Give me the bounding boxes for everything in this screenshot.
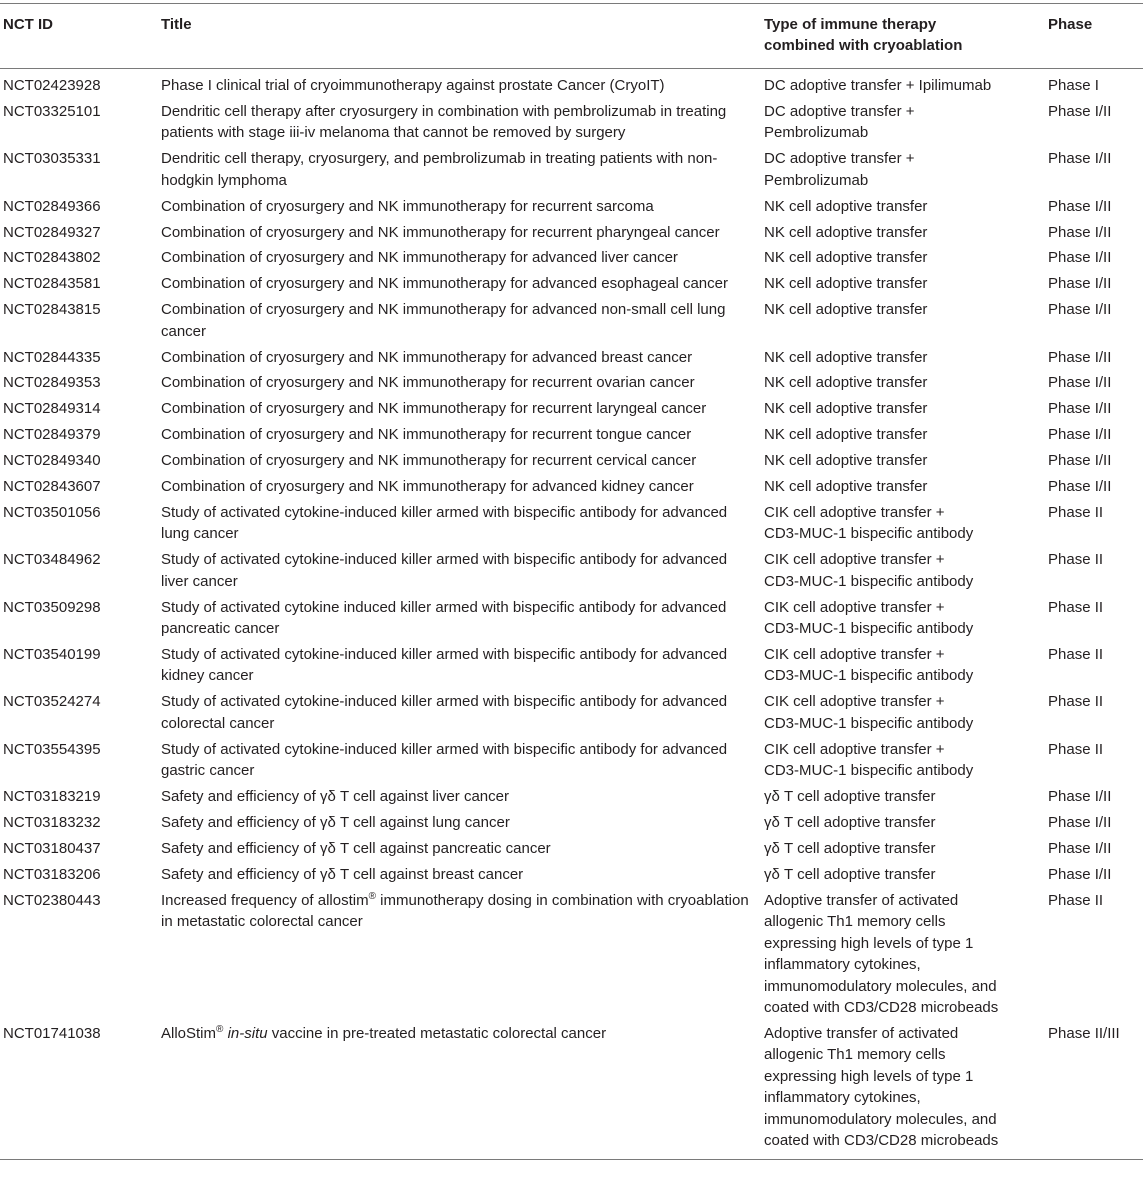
- phase-cell: Phase II: [1048, 551, 1104, 569]
- phase-cell: Phase II: [1048, 598, 1104, 616]
- title-cell: Increased frequency of allostim® immunotherapy dosing in combination with cryoablation in metastatic colorectal cancer: [161, 890, 749, 930]
- phase-cell: Phase I/II: [1048, 150, 1112, 168]
- therapy-type-cell: γδ T cell adoptive transfer: [764, 813, 936, 831]
- therapy-type-cell: Adoptive transfer of activated allogenic Th1 memory cells expressing high levels of type 1 inflammatory cytokines, immunomodulatory molecules, and coated with CD3/CD28 microbeads: [764, 1024, 999, 1150]
- phase-cell: Phase I/II: [1048, 788, 1112, 805]
- header-therapy-type: Type of immune therapy combined with cryoablation: [764, 16, 963, 54]
- therapy-type-cell: NK cell adoptive transfer: [764, 249, 928, 267]
- therapy-type-cell: γδ T cell adoptive transfer: [764, 865, 936, 883]
- title-cell: Combination of cryosurgery and NK immunotherapy for advanced esophageal cancer: [161, 275, 728, 293]
- therapy-type-cell: CIK cell adoptive transfer + CD3-MUC-1 bispecific antibody: [764, 740, 974, 780]
- phase-cell: Phase II/III: [1048, 1024, 1120, 1042]
- phase-cell: Phase I/II: [1048, 197, 1112, 215]
- therapy-type-cell: NK cell adoptive transfer: [764, 374, 928, 392]
- nct-id-cell: NCT03509298: [3, 598, 101, 616]
- nct-id-cell: NCT02423928: [3, 77, 101, 94]
- table-row: [0, 861, 1143, 887]
- therapy-type-cell: CIK cell adoptive transfer + CD3-MUC-1 bispecific antibody: [764, 551, 974, 590]
- phase-cell: Phase I/II: [1048, 374, 1112, 392]
- title-cell: Study of activated cytokine-induced killer armed with bispecific antibody for advanced liver cancer: [161, 551, 728, 590]
- therapy-type-cell: CIK cell adoptive transfer + CD3-MUC-1 bispecific antibody: [764, 503, 974, 543]
- nct-id-cell: NCT03484962: [3, 551, 101, 569]
- phase-cell: Phase II: [1048, 645, 1104, 663]
- therapy-type-cell: NK cell adoptive transfer: [764, 223, 928, 241]
- phase-cell: Phase I/II: [1048, 249, 1112, 267]
- therapy-type-cell: CIK cell adoptive transfer + CD3-MUC-1 bispecific antibody: [764, 645, 974, 685]
- title-cell: Combination of cryosurgery and NK immunotherapy for recurrent laryngeal cancer: [161, 400, 707, 418]
- title-cell: AlloStim® in-situ vaccine in pre-treated metastatic colorectal cancer: [161, 1023, 607, 1042]
- table-row: [0, 736, 1143, 783]
- nct-id-cell: NCT01741038: [3, 1024, 101, 1042]
- nct-id-cell: NCT02849353: [3, 374, 101, 392]
- nct-id-cell: NCT02843581: [3, 275, 101, 293]
- title-cell: Safety and efficiency of γδ T cell against lung cancer: [161, 813, 510, 831]
- phase-cell: Phase II: [1048, 740, 1104, 758]
- nct-id-cell: NCT03325101: [3, 102, 101, 120]
- header-nct-id: NCT ID: [3, 16, 53, 33]
- therapy-type-cell: DC adoptive transfer + Ipilimumab: [764, 77, 992, 94]
- table-row: [0, 500, 1143, 547]
- nct-id-cell: NCT02844335: [3, 348, 101, 366]
- title-cell: Study of activated cytokine-induced killer armed with bispecific antibody for advanced colorectal cancer: [161, 693, 728, 732]
- title-cell: Combination of cryosurgery and NK immunotherapy for recurrent tongue cancer: [161, 426, 692, 444]
- title-cell: Dendritic cell therapy, cryosurgery, and pembrolizumab in treating patients with non-hodgkin lymphoma: [161, 150, 718, 189]
- title-cell: Combination of cryosurgery and NK immunotherapy for advanced breast cancer: [161, 348, 693, 366]
- table-row: [0, 474, 1143, 500]
- nct-id-cell: NCT02380443: [3, 891, 101, 909]
- table-row: [0, 642, 1143, 689]
- therapy-type-cell: Adoptive transfer of activated allogenic Th1 memory cells expressing high levels of type 1 inflammatory cytokines, immunomodulatory molecules, and coated with CD3/CD28 microbeads: [764, 891, 999, 1016]
- title-cell: Safety and efficiency of γδ T cell against pancreatic cancer: [161, 839, 551, 857]
- table-row: [0, 887, 1143, 1020]
- phase-cell: Phase I/II: [1048, 477, 1112, 495]
- header-phase: Phase: [1048, 16, 1093, 33]
- header-title: Title: [161, 16, 192, 33]
- nct-id-cell: NCT02843802: [3, 249, 101, 267]
- therapy-type-cell: DC adoptive transfer + Pembrolizumab: [764, 102, 915, 142]
- phase-cell: Phase I/II: [1048, 452, 1112, 469]
- nct-id-cell: NCT03183232: [3, 813, 101, 831]
- phase-cell: Phase I/II: [1048, 348, 1112, 366]
- table-row: [0, 344, 1143, 370]
- nct-id-cell: NCT03554395: [3, 740, 101, 758]
- therapy-type-cell: NK cell adoptive transfer: [764, 197, 928, 215]
- therapy-type-cell: γδ T cell adoptive transfer: [764, 788, 936, 805]
- table-row: [0, 422, 1143, 448]
- header-row: [0, 4, 1143, 69]
- title-cell: Study of activated cytokine-induced killer armed with bispecific antibody for advanced lung cancer: [161, 503, 728, 543]
- therapy-type-cell: CIK cell adoptive transfer + CD3-MUC-1 bispecific antibody: [764, 693, 974, 732]
- therapy-type-cell: NK cell adoptive transfer: [764, 301, 928, 319]
- title-cell: Combination of cryosurgery and NK immunotherapy for advanced non-small cell lung cancer: [161, 301, 726, 340]
- title-cell: Safety and efficiency of γδ T cell against liver cancer: [161, 788, 509, 805]
- table-row: [0, 547, 1143, 594]
- clinical-trials-table: [0, 3, 1143, 1160]
- therapy-type-cell: γδ T cell adoptive transfer: [764, 839, 936, 857]
- table-row: [0, 245, 1143, 271]
- table-row: [0, 689, 1143, 736]
- table-body: [0, 69, 1143, 1160]
- phase-cell: Phase II: [1048, 503, 1104, 521]
- nct-id-cell: NCT03501056: [3, 503, 101, 521]
- therapy-type-cell: DC adoptive transfer + Pembrolizumab: [764, 150, 915, 189]
- phase-cell: Phase I/II: [1048, 301, 1112, 319]
- table-row: [0, 594, 1143, 641]
- title-cell: Dendritic cell therapy after cryosurgery in combination with pembrolizumab in treating patients with stage iii-iv melanoma that cannot be removed by surgery: [161, 102, 727, 142]
- table-row: [0, 193, 1143, 219]
- nct-id-cell: NCT02849366: [3, 197, 101, 215]
- title-cell: Combination of cryosurgery and NK immunotherapy for recurrent sarcoma: [161, 197, 654, 215]
- nct-id-cell: NCT02849340: [3, 452, 101, 469]
- title-cell: Combination of cryosurgery and NK immunotherapy for advanced kidney cancer: [161, 477, 694, 495]
- table-row: [0, 370, 1143, 396]
- nct-id-cell: NCT02849379: [3, 426, 101, 444]
- table-row: [0, 69, 1143, 99]
- therapy-type-cell: NK cell adoptive transfer: [764, 400, 928, 418]
- table-row: [0, 1021, 1143, 1160]
- nct-id-cell: NCT02849327: [3, 223, 101, 241]
- phase-cell: Phase II: [1048, 891, 1104, 909]
- nct-id-cell: NCT03180437: [3, 839, 101, 857]
- title-cell: Study of activated cytokine-induced killer armed with bispecific antibody for advanced gastric cancer: [161, 740, 728, 780]
- phase-cell: Phase I/II: [1048, 426, 1112, 444]
- table-header: [0, 4, 1143, 69]
- table-row: [0, 836, 1143, 862]
- table-row: [0, 297, 1143, 344]
- therapy-type-cell: NK cell adoptive transfer: [764, 275, 928, 293]
- nct-id-cell: NCT02849314: [3, 400, 101, 418]
- title-cell: Combination of cryosurgery and NK immunotherapy for recurrent cervical cancer: [161, 452, 697, 469]
- nct-id-cell: NCT03183219: [3, 788, 101, 805]
- phase-cell: Phase II: [1048, 693, 1104, 711]
- phase-cell: Phase I/II: [1048, 275, 1112, 293]
- nct-id-cell: NCT02843607: [3, 477, 101, 495]
- therapy-type-cell: NK cell adoptive transfer: [764, 348, 928, 366]
- therapy-type-cell: CIK cell adoptive transfer + CD3-MUC-1 bispecific antibody: [764, 598, 974, 637]
- nct-id-cell: NCT03035331: [3, 150, 101, 168]
- title-cell: Study of activated cytokine induced killer armed with bispecific antibody for advanced pancreatic cancer: [161, 598, 727, 637]
- table-row: [0, 271, 1143, 297]
- therapy-type-cell: NK cell adoptive transfer: [764, 477, 928, 495]
- title-cell: Combination of cryosurgery and NK immunotherapy for recurrent ovarian cancer: [161, 374, 695, 392]
- phase-cell: Phase I/II: [1048, 400, 1112, 418]
- table-row: [0, 784, 1143, 810]
- phase-cell: Phase I/II: [1048, 839, 1112, 857]
- therapy-type-cell: NK cell adoptive transfer: [764, 452, 928, 469]
- table-row: [0, 396, 1143, 422]
- phase-cell: Phase I/II: [1048, 223, 1112, 241]
- nct-id-cell: NCT03524274: [3, 693, 101, 711]
- table-row: [0, 99, 1143, 146]
- phase-cell: Phase I: [1048, 77, 1099, 94]
- table-row: [0, 146, 1143, 193]
- table-row: [0, 810, 1143, 836]
- nct-id-cell: NCT03183206: [3, 865, 101, 883]
- title-cell: Phase I clinical trial of cryoimmunotherapy against prostate Cancer (CryoIT): [161, 77, 665, 94]
- table-row: [0, 448, 1143, 474]
- table-row: [0, 219, 1143, 245]
- therapy-type-cell: NK cell adoptive transfer: [764, 426, 928, 444]
- nct-id-cell: NCT02843815: [3, 301, 101, 319]
- title-cell: Combination of cryosurgery and NK immunotherapy for advanced liver cancer: [161, 249, 678, 267]
- title-cell: Combination of cryosurgery and NK immunotherapy for recurrent pharyngeal cancer: [161, 223, 720, 241]
- phase-cell: Phase I/II: [1048, 102, 1112, 120]
- phase-cell: Phase I/II: [1048, 813, 1112, 831]
- title-cell: Safety and efficiency of γδ T cell against breast cancer: [161, 865, 524, 883]
- nct-id-cell: NCT03540199: [3, 645, 101, 663]
- title-cell: Study of activated cytokine-induced killer armed with bispecific antibody for advanced kidney cancer: [161, 645, 728, 685]
- phase-cell: Phase I/II: [1048, 865, 1112, 883]
